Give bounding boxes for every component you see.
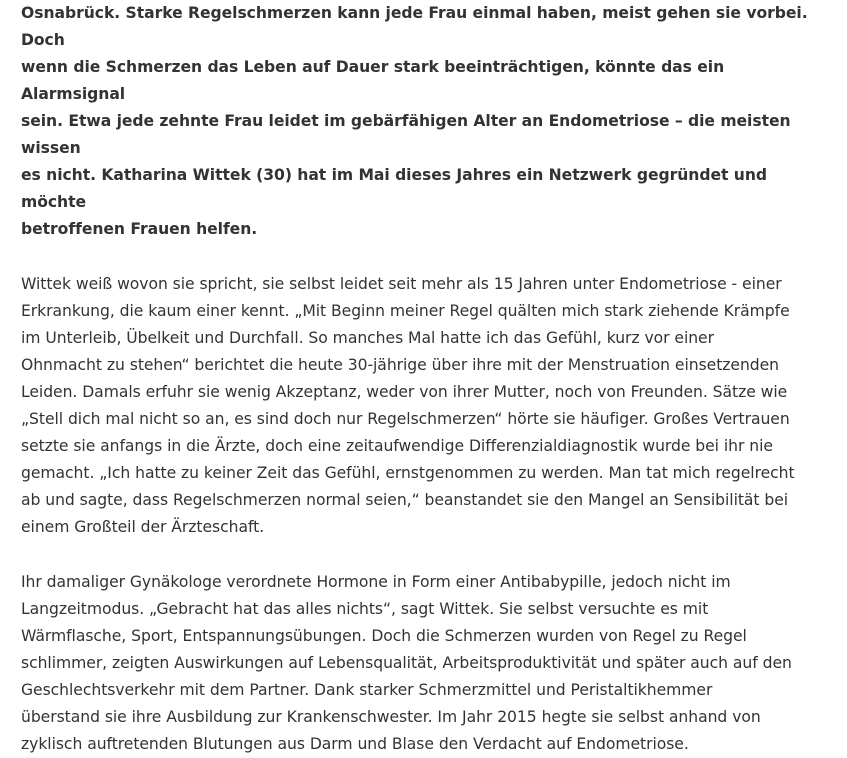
article-lead: Osnabrück. Starke Regelschmerzen kann jede Frau einmal haben, meist gehen sie vorbei. Doch wenn die Schmerzen das Leben auf Dauer stark beeinträchtigen, könnte das ein Alarmsignal sein. Etwa jede zehnte Frau leidet im gebärfähigen Alter an Endometriose – die meisten wissen es nicht. Katharina Wittek (30) hat im Mai dieses Jahres ein Netzwerk gegründet und möchte betroffenen Frauen helfen. — [21, 4, 808, 238]
article-paragraph-1: Wittek weiß wovon sie spricht, sie selbst leidet seit mehr als 15 Jahren unter Endometriose - einer Erkrankung, die kaum einer kennt. „Mit Beginn meiner Regel quälten mich stark ziehende Krämpfe im Unterleib, Übelkeit und Durchfall. So manches Mal hatte ich das Gefühl, kurz vor einer Ohnmacht zu stehen“ berichtet die heute 30-jährige über ihre mit der Menstruation einsetzenden Leiden. Damals erfuhr sie wenig Akzeptanz, weder von ihrer Mutter, noch von Freunden. Sätze wie „Stell dich mal nicht so an, es sind doch nur Regelschmerzen“ hörte sie häufiger. Großes Vertrauen setzte sie anfangs in die Ärzte, doch eine zeitaufwendige Differenzialdiagnostik wurde bei ihr nie gemacht. „Ich hatte zu keiner Zeit das Gefühl, ernstgenommen zu werden. Man tat mich regelrecht ab und sagte, dass Regelschmerzen normal seien,“ beanstandet sie den Mangel an Sensibilität bei einem Großteil der Ärzteschaft. — [21, 275, 795, 536]
article-body — [21, 0, 821, 758]
article-paragraph-2: Ihr damaliger Gynäkologe verordnete Hormone in Form einer Antibabypille, jedoch nicht im Langzeitmodus. „Gebracht hat das alles nichts“, sagt Wittek. Sie selbst versuchte es mit Wärmflasche, Sport, Entspannungsübungen. Doch die Schmerzen wurden von Regel zu Regel schlimmer, zeigten Auswirkungen auf Lebensqualität, Arbeitsproduktivität und später auch auf den Geschlechtsverkehr mit dem Partner. Dank starker Schmerzmittel und Peristaltikhemmer überstand sie ihre Ausbildung zur Krankenschwester. Im Jahr 2015 hegte sie selbst anhand von zyklisch auftretenden Blutungen aus Darm und Blase den Verdacht auf Endometriose. — [21, 573, 792, 753]
